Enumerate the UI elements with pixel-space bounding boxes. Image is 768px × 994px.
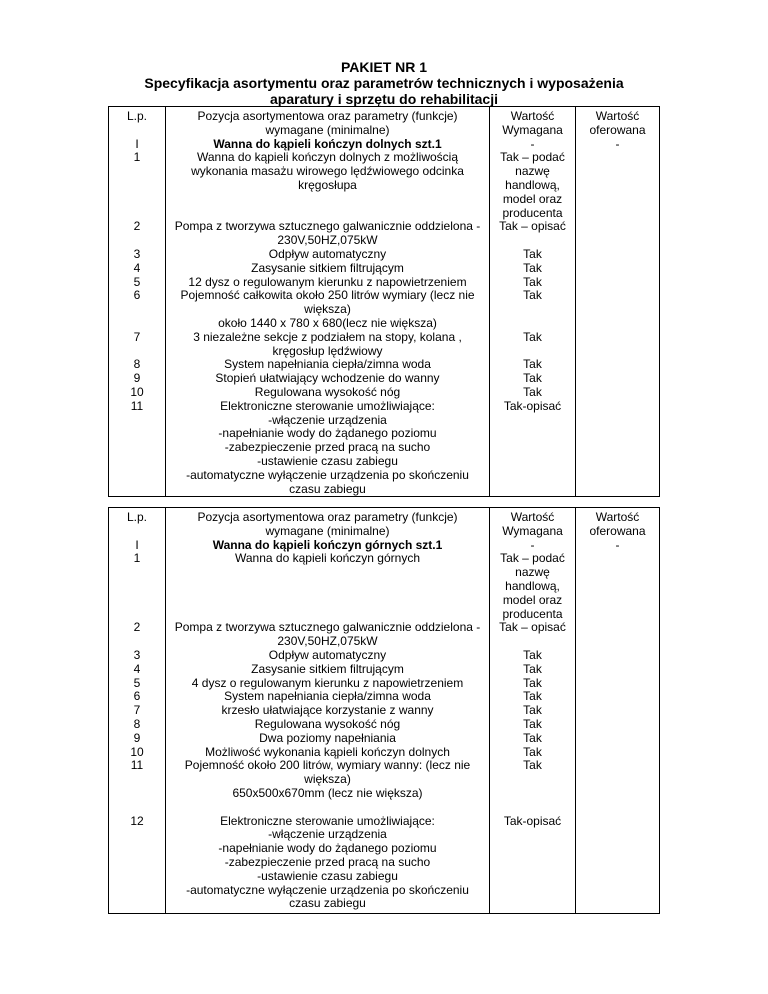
spec-subtitle: aparatury i sprzętu do rehabilitacji bbox=[270, 91, 498, 107]
required-value-column bbox=[490, 508, 576, 914]
group-number: I bbox=[135, 136, 139, 151]
row-description: kręgosłup lędźwiowy bbox=[272, 343, 383, 358]
row-description: Pojemność około 200 litrów, wymiary wanny: (lecz nie bbox=[184, 758, 471, 773]
group-required-value: - bbox=[530, 537, 535, 552]
row-number: 4 bbox=[133, 260, 141, 275]
row-required-value: Tak bbox=[523, 288, 542, 303]
row-description: System napełniania ciepła/zimna woda bbox=[224, 357, 431, 372]
row-required-value: Tak-opisać bbox=[503, 398, 562, 413]
row-required-value: Tak bbox=[523, 246, 542, 261]
group-offered-value: - bbox=[615, 537, 620, 552]
spec-table-upper-limbs bbox=[108, 507, 660, 914]
offered-value-header: Wartość bbox=[595, 510, 640, 524]
row-number: 3 bbox=[133, 647, 141, 662]
offered-value-column bbox=[576, 508, 660, 914]
position-header: Pozycja asortymentowa oraz parametry (funkcje) bbox=[197, 510, 458, 524]
spec-title: Specyfikacja asortymentu oraz parametrów technicznych i wyposażenia bbox=[144, 75, 624, 91]
row-number: 5 bbox=[133, 274, 141, 289]
row-description: -automatyczne wyłączenie urządzenia po skończeniu bbox=[186, 467, 469, 482]
row-required-value: Tak – opisać bbox=[499, 620, 566, 635]
row-description: 3 niezależne sekcje z podziałem na stopy, kolana , bbox=[193, 329, 462, 344]
row-description: -włączenie urządzenia bbox=[268, 827, 387, 842]
row-description: Regulowana wysokość nóg bbox=[254, 384, 401, 399]
lp-column bbox=[109, 508, 166, 914]
row-required-value: handlową, bbox=[505, 177, 560, 192]
lp-header: L.p. bbox=[126, 109, 147, 123]
position-header: wymagane (minimalne) bbox=[265, 122, 390, 137]
row-number: 12 bbox=[130, 813, 144, 828]
row-required-value: Tak-opisać bbox=[503, 813, 562, 828]
row-required-value: Tak bbox=[523, 730, 542, 745]
required-value-column bbox=[490, 107, 576, 497]
position-column bbox=[166, 107, 490, 497]
row-description: -automatyczne wyłączenie urządzenia po skończeniu bbox=[186, 882, 469, 897]
row-required-value: Tak bbox=[523, 675, 542, 690]
required-value-header: Wymagana bbox=[502, 523, 563, 538]
row-description: Stopień ułatwiający wchodzenie do wanny bbox=[215, 371, 440, 386]
row-number: 7 bbox=[133, 703, 141, 718]
row-number: 6 bbox=[133, 288, 141, 303]
row-number: 3 bbox=[133, 246, 141, 261]
row-description: Zasysanie sitkiem filtrującym bbox=[251, 661, 404, 676]
row-description: Odpływ automatyczny bbox=[268, 246, 387, 261]
position-column bbox=[166, 508, 490, 914]
row-description: Elektroniczne sterowanie umożliwiające: bbox=[220, 813, 435, 828]
row-number: 2 bbox=[133, 219, 141, 234]
row-description: -napełnianie wody do żądanego poziomu bbox=[218, 841, 437, 856]
row-number: 11 bbox=[130, 758, 144, 773]
row-number: 10 bbox=[130, 384, 144, 399]
required-value-header: Wymagana bbox=[502, 122, 563, 137]
row-description: Wanna do kąpieli kończyn górnych bbox=[235, 551, 420, 566]
table-row bbox=[109, 107, 660, 497]
row-description: -zabezpieczenie przed pracą na sucho bbox=[224, 854, 431, 869]
row-description: 230V,50HZ,075kW bbox=[277, 634, 378, 649]
row-required-value: Tak – podać bbox=[500, 150, 565, 165]
row-required-value: producenta bbox=[502, 606, 563, 621]
row-description: System napełniania ciepła/zimna woda bbox=[224, 689, 431, 704]
group-number: I bbox=[135, 537, 139, 552]
row-number: 9 bbox=[133, 371, 141, 386]
spec-table-lower-limbs bbox=[108, 106, 660, 497]
offered-value-header: oferowana bbox=[589, 122, 646, 137]
row-number: 4 bbox=[133, 661, 141, 676]
row-description: -ustawienie czasu zabiegu bbox=[257, 868, 398, 883]
row-required-value: Tak bbox=[523, 716, 542, 731]
row-description: krzesło ułatwiające korzystanie z wanny bbox=[221, 703, 434, 718]
row-required-value: Tak bbox=[523, 703, 542, 718]
row-required-value: Tak bbox=[523, 329, 542, 344]
row-description: -włączenie urządzenia bbox=[268, 412, 387, 427]
row-required-value: Tak – podać bbox=[500, 551, 565, 566]
row-description: około 1440 x 780 x 680(lecz nie większa) bbox=[218, 315, 437, 330]
row-required-value: Tak bbox=[523, 647, 542, 662]
package-title: PAKIET NR 1 bbox=[340, 59, 428, 75]
table-row bbox=[109, 508, 660, 914]
row-number: 6 bbox=[133, 689, 141, 704]
offered-value-column bbox=[576, 107, 660, 497]
group-title: Wanna do kąpieli kończyn górnych szt.1 bbox=[212, 537, 443, 552]
offered-value-header: oferowana bbox=[589, 523, 646, 538]
row-required-value: nazwę bbox=[515, 565, 550, 580]
row-required-value: nazwę bbox=[515, 164, 550, 179]
row-required-value: producenta bbox=[502, 205, 563, 220]
row-description: 4 dysz o regulowanym kierunku z napowietrzeniem bbox=[191, 675, 464, 690]
row-required-value: Tak – opisać bbox=[499, 219, 566, 234]
row-number: 11 bbox=[130, 398, 144, 413]
row-required-value: Tak bbox=[523, 384, 542, 399]
row-description: Elektroniczne sterowanie umożliwiające: bbox=[220, 398, 435, 413]
row-description: -zabezpieczenie przed pracą na sucho bbox=[224, 440, 431, 455]
row-number: 10 bbox=[130, 744, 144, 759]
offered-value-header: Wartość bbox=[595, 109, 640, 123]
row-description: -ustawienie czasu zabiegu bbox=[257, 453, 398, 468]
row-required-value: Tak bbox=[523, 357, 542, 372]
position-header: wymagane (minimalne) bbox=[265, 523, 390, 538]
row-required-value: Tak bbox=[523, 689, 542, 704]
row-description: wykonania masażu wirowego lędźwiowego odcinka bbox=[191, 164, 464, 179]
row-description: kręgosłupa bbox=[298, 177, 357, 192]
row-description: czasu zabiegu bbox=[289, 481, 366, 496]
row-description: Pojemność całkowita około 250 litrów wymiary (lecz nie bbox=[180, 288, 475, 303]
row-required-value: handlową, bbox=[505, 578, 560, 593]
row-description: Regulowana wysokość nóg bbox=[254, 716, 401, 731]
required-value-header: Wartość bbox=[510, 510, 555, 524]
row-description: Pompa z tworzywa sztucznego galwanicznie oddzielona - bbox=[174, 219, 481, 234]
row-number: 8 bbox=[133, 357, 141, 372]
row-description: -napełnianie wody do żądanego poziomu bbox=[218, 426, 437, 441]
row-required-value: Tak bbox=[523, 371, 542, 386]
row-number: 1 bbox=[133, 150, 141, 165]
row-number: 5 bbox=[133, 675, 141, 690]
row-required-value: Tak bbox=[523, 744, 542, 759]
group-offered-value: - bbox=[615, 136, 620, 151]
row-required-value: model oraz bbox=[502, 592, 563, 607]
required-value-header: Wartość bbox=[510, 109, 555, 123]
row-number: 1 bbox=[133, 551, 141, 566]
lp-column bbox=[109, 107, 166, 497]
row-description: 230V,50HZ,075kW bbox=[277, 233, 378, 248]
row-required-value: Tak bbox=[523, 260, 542, 275]
row-number: 2 bbox=[133, 620, 141, 635]
row-required-value: Tak bbox=[523, 661, 542, 676]
row-description: Zasysanie sitkiem filtrującym bbox=[251, 260, 404, 275]
row-description: większa) bbox=[304, 302, 351, 317]
row-description: Odpływ automatyczny bbox=[268, 647, 387, 662]
row-description: 12 dysz o regulowanym kierunku z napowietrzeniem bbox=[188, 274, 467, 289]
row-description: Dwa poziomy napełniania bbox=[259, 730, 396, 745]
row-number: 9 bbox=[133, 730, 141, 745]
row-description: większa) bbox=[304, 772, 351, 787]
row-required-value: model oraz bbox=[502, 191, 563, 206]
lp-header: L.p. bbox=[126, 510, 147, 524]
row-required-value: Tak bbox=[523, 758, 542, 773]
group-required-value: - bbox=[530, 136, 535, 151]
row-description: 650x500x670mm (lecz nie większa) bbox=[232, 785, 423, 800]
row-description: Możliwość wykonania kąpieli kończyn dolnych bbox=[205, 744, 450, 759]
row-number: 7 bbox=[133, 329, 141, 344]
row-description: Pompa z tworzywa sztucznego galwanicznie oddzielona - bbox=[174, 620, 481, 635]
row-number: 8 bbox=[133, 716, 141, 731]
row-description: czasu zabiegu bbox=[289, 896, 366, 911]
row-required-value: Tak bbox=[523, 274, 542, 289]
row-description: Wanna do kąpieli kończyn dolnych z możliwością bbox=[196, 150, 458, 165]
group-title: Wanna do kąpieli kończyn dolnych szt.1 bbox=[213, 136, 442, 151]
position-header: Pozycja asortymentowa oraz parametry (funkcje) bbox=[197, 109, 458, 123]
